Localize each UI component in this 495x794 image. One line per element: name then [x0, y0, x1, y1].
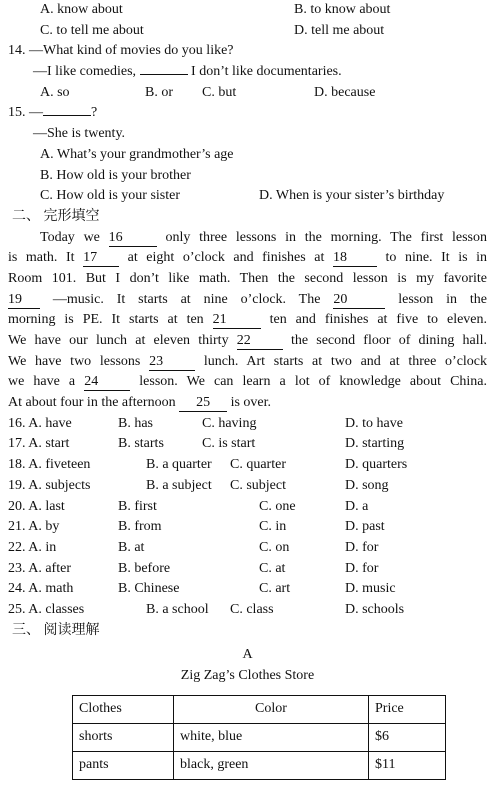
cloze-option-b: B. first — [118, 498, 157, 514]
clothes-price-table — [72, 695, 446, 780]
blank-19: 19 — [8, 292, 40, 309]
table-cell-price: $6 — [369, 723, 446, 751]
q13-options-row1 — [8, 0, 487, 21]
q15-blank — [43, 115, 91, 116]
section2-heading — [8, 207, 487, 228]
cloze-option-b: B. starts — [118, 436, 164, 452]
q15-option-d: D. When is your sister’s birthday — [259, 188, 445, 204]
blank-25: 25 — [179, 395, 227, 412]
q15-option-a: A. What’s your grandmother’s age — [40, 146, 234, 162]
blank-24: 24 — [84, 374, 130, 391]
q14-answer-pre: —I like comedies, — [33, 64, 137, 80]
passage-line-8 — [8, 372, 487, 393]
cloze-option-b: B. a school — [146, 601, 209, 617]
passage-l6-b: the second floor of dining hall. — [290, 333, 488, 348]
q15-answer — [8, 124, 487, 145]
q15-option-a-row — [8, 145, 487, 166]
passage-l7-a: We have two lessons — [8, 353, 141, 369]
table-header-row — [73, 695, 446, 723]
passage-l8-a: we have a — [8, 374, 76, 390]
cloze-option-a: 21. A. by — [8, 519, 60, 535]
q13-option-d: D. tell me about — [294, 22, 385, 38]
table-row — [73, 751, 446, 779]
passage-l9-b: is over. — [230, 395, 272, 411]
cloze-option-a: 16. A. have — [8, 415, 72, 431]
reading-a-letter: A — [242, 647, 253, 663]
cloze-option-d: D. a — [345, 498, 369, 514]
passage-l8-b: lesson. We can learn a lot of knowledge about China. — [139, 374, 488, 390]
cloze-option-c: C. quarter — [230, 457, 286, 473]
cloze-option-b: B. from — [118, 519, 162, 535]
table-header-clothes: Clothes — [73, 695, 174, 723]
cloze-option-row — [8, 517, 487, 538]
cloze-option-c: C. class — [230, 601, 274, 617]
q15-answer-text: —She is twenty. — [33, 126, 126, 142]
section3-heading — [8, 621, 487, 642]
passage-l2-a: is math. It — [8, 250, 75, 266]
blank-23: 23 — [149, 354, 195, 371]
cloze-option-row — [8, 434, 487, 455]
blank-17: 17 — [83, 250, 119, 267]
cloze-option-b: B. Chinese — [118, 581, 180, 597]
table-header-color: Color — [174, 695, 369, 723]
cloze-option-c: C. in — [259, 519, 287, 535]
passage-line-3 — [8, 269, 487, 290]
cloze-option-c: C. at — [259, 560, 286, 576]
cloze-option-d: D. music — [345, 581, 396, 597]
cloze-option-row — [8, 579, 487, 600]
cloze-option-a: 24. A. math — [8, 581, 74, 597]
q13-option-c: C. to tell me about — [40, 22, 144, 38]
passage-line-4 — [8, 290, 487, 311]
cloze-option-row — [8, 414, 487, 435]
passage-l1-a: Today we — [40, 229, 100, 245]
cloze-option-row — [8, 455, 487, 476]
cloze-option-c: C. having — [202, 415, 257, 431]
reading-a-letter-row — [8, 645, 487, 666]
cloze-option-row — [8, 600, 487, 621]
passage-l5-b: ten and finishes at five to eleven. — [269, 312, 488, 328]
cloze-option-d: D. for — [345, 560, 379, 576]
q14-answer — [8, 62, 487, 83]
q14-options — [8, 83, 487, 104]
q15-num: 15. — — [8, 105, 43, 121]
q14-answer-post: I don’t like documentaries. — [191, 64, 342, 80]
cloze-option-b: B. at — [118, 539, 145, 555]
passage-l3-a: Room 101. But I don’t like math. Then the second lesson is my favorite — [8, 270, 487, 286]
blank-18: 18 — [333, 250, 377, 267]
cloze-option-b: B. has — [118, 415, 153, 431]
q13-option-a: A. know about — [40, 2, 123, 17]
cloze-option-b: B. a quarter — [146, 457, 212, 473]
cloze-option-d: D. for — [345, 539, 379, 555]
passage-l4-c: lesson in the — [398, 291, 488, 307]
cloze-option-a: 22. A. in — [8, 539, 57, 555]
cloze-option-row — [8, 476, 487, 497]
table-cell-color: white, blue — [174, 723, 369, 751]
q14-option-d: D. because — [314, 84, 376, 100]
section2-title: 二、 完形填空 — [12, 208, 100, 224]
cloze-option-c: C. art — [259, 581, 291, 597]
section3-title: 三、 阅读理解 — [12, 622, 100, 638]
blank-20: 20 — [333, 292, 385, 309]
cloze-option-d: D. past — [345, 519, 385, 535]
q15-option-b: B. How old is your brother — [40, 167, 191, 183]
cloze-option-row — [8, 538, 487, 559]
cloze-option-a: 17. A. start — [8, 436, 70, 452]
q14-question-text: 14. —What kind of movies do you like? — [8, 43, 234, 59]
passage-l1-b: only three lessons in the morning. The first lesson — [165, 229, 487, 245]
cloze-option-b: B. before — [118, 560, 171, 576]
cloze-option-d: D. to have — [345, 415, 403, 431]
passage-l9 — [8, 393, 271, 414]
table-cell-clothes: pants — [73, 751, 174, 779]
q14-option-b: B. or — [145, 84, 173, 100]
cloze-option-d: D. schools — [345, 601, 405, 617]
q15-question-line — [8, 103, 97, 124]
cloze-option-d: D. song — [345, 477, 389, 493]
cloze-option-c: C. is start — [202, 436, 256, 452]
cloze-option-b: B. a subject — [146, 477, 212, 493]
blank-21: 21 — [213, 312, 261, 329]
passage-l7-b: lunch. Art starts at two and at three o’clock — [203, 353, 488, 369]
q14-answer-line — [33, 62, 342, 83]
q15-option-c: C. How old is your sister — [40, 188, 180, 204]
q14-option-c: C. but — [202, 84, 237, 100]
cloze-option-a: 20. A. last — [8, 498, 65, 514]
q13-option-b: B. to know about — [294, 2, 391, 17]
store-title-row — [8, 666, 487, 687]
q15-option-b-row — [8, 166, 487, 187]
passage-l2-c: to nine. It is in — [385, 250, 488, 266]
passage-line-1 — [8, 228, 487, 249]
q14-question — [8, 41, 487, 62]
cloze-option-d: D. quarters — [345, 457, 408, 473]
table-cell-color: black, green — [174, 751, 369, 779]
passage-line-9 — [8, 393, 487, 414]
cloze-option-c: C. subject — [230, 477, 286, 493]
table-header-price: Price — [369, 695, 446, 723]
table-cell-price: $11 — [369, 751, 446, 779]
passage-line-2 — [8, 248, 487, 269]
cloze-option-c: C. on — [259, 539, 290, 555]
passage-l9-a: At about four in the afternoon — [8, 395, 176, 411]
cloze-option-row — [8, 559, 487, 580]
cloze-option-c: C. one — [259, 498, 296, 514]
q15-question — [8, 103, 487, 124]
passage-l5-a: morning is PE. It starts at ten — [8, 312, 204, 328]
passage-line-6 — [8, 331, 487, 352]
q14-blank — [140, 74, 188, 75]
q15-option-cd-row — [8, 186, 487, 207]
passage-l4-a: —music. It starts at nine o’clock. The — [52, 291, 321, 307]
q15-question-end: ? — [91, 105, 98, 121]
blank-22: 22 — [237, 333, 283, 350]
passage-line-5 — [8, 310, 487, 331]
cloze-option-a: 23. A. after — [8, 560, 71, 576]
cloze-option-a: 18. A. fiveteen — [8, 457, 91, 473]
cloze-options — [8, 414, 487, 621]
cloze-option-a: 19. A. subjects — [8, 477, 91, 493]
store-title: Zig Zag’s Clothes Store — [180, 668, 315, 683]
blank-16: 16 — [109, 230, 157, 247]
passage-l2-b: at eight o’clock and finishes at — [127, 250, 325, 266]
cloze-option-d: D. starting — [345, 436, 405, 452]
q13-options-row2 — [8, 21, 487, 42]
q14-option-a: A. so — [40, 84, 70, 100]
passage-line-7 — [8, 352, 487, 373]
cloze-option-row — [8, 497, 487, 518]
cloze-option-a: 25. A. classes — [8, 601, 85, 617]
table-cell-clothes: shorts — [73, 723, 174, 751]
table-row — [73, 723, 446, 751]
passage-l6-a: We have our lunch at eleven thirty — [8, 333, 229, 348]
